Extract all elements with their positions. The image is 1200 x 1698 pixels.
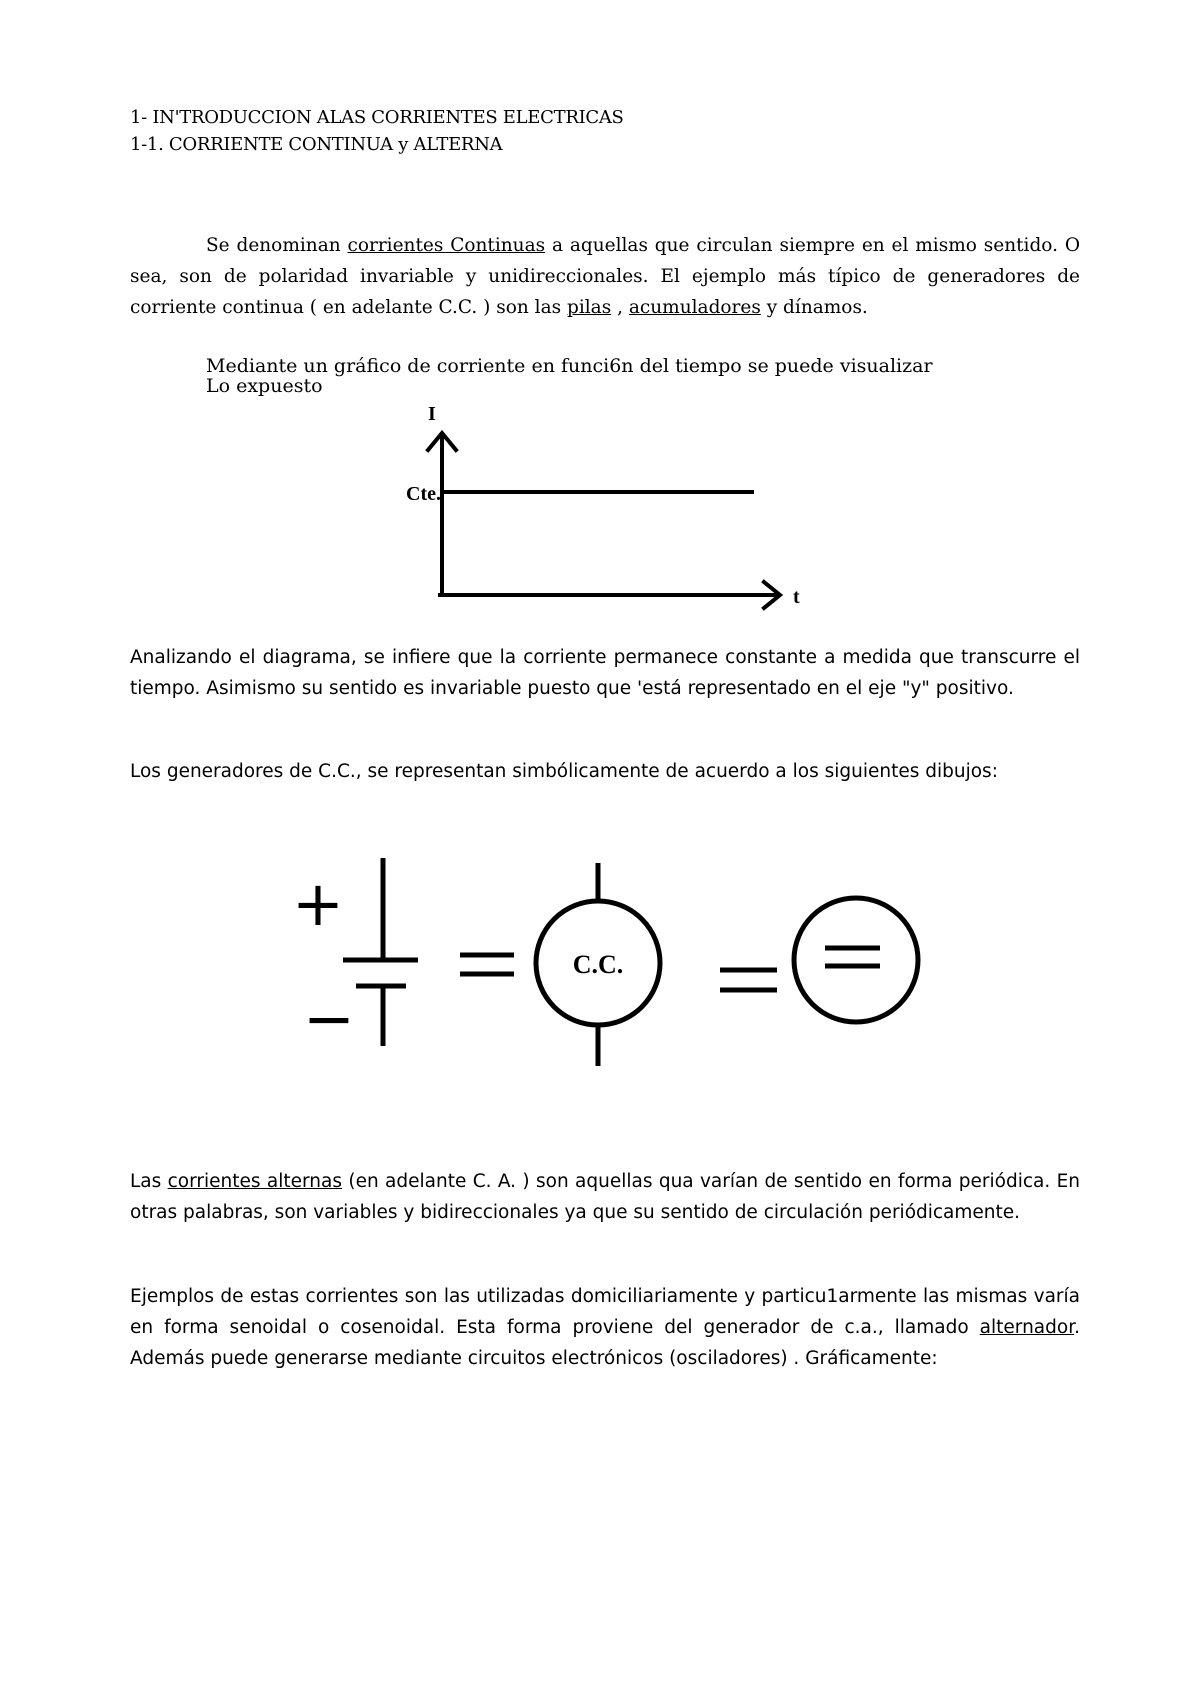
paragraph-dc-definition: Se denominan corrientes Continuas a aquellas que circulan siempre en el mismo sentido. O sea, son de polaridad invariable y unidireccionales. El ejemplo más típico de generadores de corriente continua ( en adelante C.C. ) son las pilas , acumuladores y dínamos. — [130, 235, 1081, 318]
subsection-title: 1-1. CORRIENTE CONTINUA y ALTERNA — [130, 134, 503, 155]
dc-symbol-circle — [794, 898, 918, 1022]
paragraph-diagram-analysis: Analizando el diagrama, se infiere que la corriente permanece constante a medida que transcurre el tiempo. Asimismo su sentido es invariable puesto que 'está representado en el eje "y" positivo. — [130, 647, 1080, 699]
minus-sign: − — [303, 982, 355, 1055]
paragraph-ac-definition: Las corrientes alternas (en adelante C. A. ) son aquellas qua varían de sentido en forma periódica. En otras palabras, son variables y bidireccionales ya que su sentido de circulación periódicamente. — [130, 1171, 1080, 1223]
cc-generator-circle — [536, 901, 660, 1025]
y-axis-label: I — [428, 403, 436, 425]
graph-intro: Mediante un gráfico de corriente en funci6n del tiempo se puede visualizar Lo expuesto — [206, 355, 933, 397]
term-acumuladores: acumuladores — [628, 297, 761, 318]
paragraph-ac-examples: Ejemplos de estas corrientes son las utilizadas domiciliariamente y particu1armente las mismas varía en forma senoidal o cosenoidal. Esta forma proviene del generador de c.a., llamado alternador. Además puede generarse mediante circuitos electrónicos (osciladores) . Gráficamente: — [130, 1286, 1080, 1369]
constant-level-label: Cte. — [406, 483, 441, 505]
term-pilas: pilas — [567, 297, 612, 318]
term-corrientes-continuas: corrientes Continuas — [347, 235, 546, 256]
term-corrientes-alternas: corrientes alternas — [167, 1171, 342, 1192]
term-alternador: alternador — [979, 1317, 1075, 1338]
cc-generator-label: C.C. — [572, 950, 624, 979]
y-axis-arrow — [428, 433, 456, 450]
x-axis-arrow — [764, 582, 780, 608]
section-title: 1- IN'TRODUCCION ALAS CORRIENTES ELECTRICAS — [130, 107, 624, 128]
plus-sign: + — [292, 867, 344, 940]
paragraph-dc-symbols: Los generadores de C.C., se representan simbólicamente de acuerdo a los siguientes dibujos: — [130, 761, 998, 782]
x-axis-label: t — [793, 586, 800, 608]
